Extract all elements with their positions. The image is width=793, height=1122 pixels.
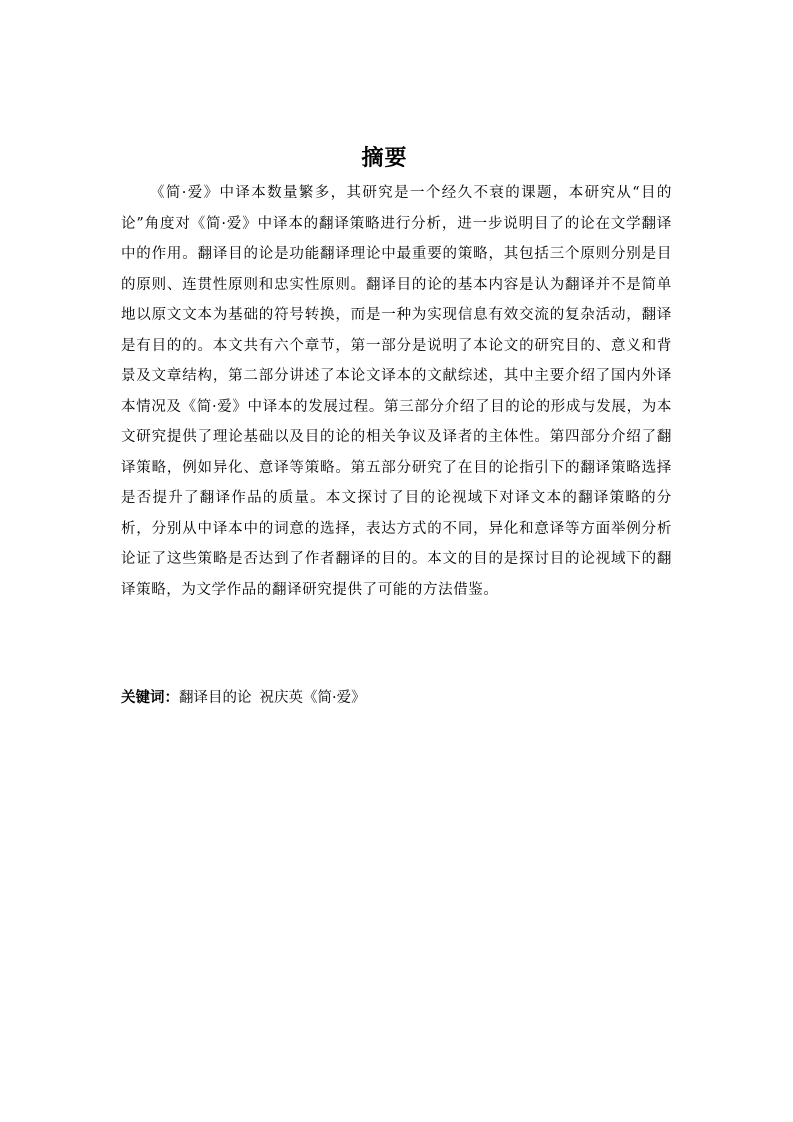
- abstract-title: 摘要: [361, 146, 408, 171]
- keywords-line: [121, 686, 672, 710]
- keyword-item: 祝庆英《简·爱》: [259, 690, 366, 706]
- keywords-label: 关键词：: [121, 690, 179, 706]
- keyword-item: 翻译目的论: [179, 690, 252, 706]
- abstract-body: 《简·爱》中译本数量繁多，其研究是一个经久不衰的课题，本研究从“目的论”角度对《简·爱》中译本的翻译策略进行分析，进一步说明目了的论在文学翻译中的作用。翻译目的论是功能翻译理论中最重要的策略，其包括三个原则分别是目的原则、连贯性原则和忠实性原则。翻译目的论的基本内容是认为翻译并不是简单地以原文文本为基础的符号转换，而是一种为实现信息有效交流的复杂活动，翻译是有目的的。本文共有六个章节，第一部分是说明了本论文的研究目的、意义和背景及文章结构，第二部分讲述了本论文译本的文献综述，其中主要介绍了国内外译本情况及《简·爱》中译本的发展过程。第三部分介绍了目的论的形成与发展，为本文研究提供了理论基础以及目的论的相关争议及译者的主体性。第四部分介绍了翻译策略，例如异化、意译等策略。第五部分研究了在目的论指引下的翻译策略选择是否提升了翻译作品的质量。本文探讨了目的论视域下对译文本的翻译策略的分析，分别从中译本中的词意的选择，表达方式的不同，异化和意译等方面举例分析论证了这些策略是否达到了作者翻译的目的。本文的目的是探讨目的论视域下的翻译策略，为文学作品的翻译研究提供了可能的方法借鉴。: [121, 185, 672, 598]
